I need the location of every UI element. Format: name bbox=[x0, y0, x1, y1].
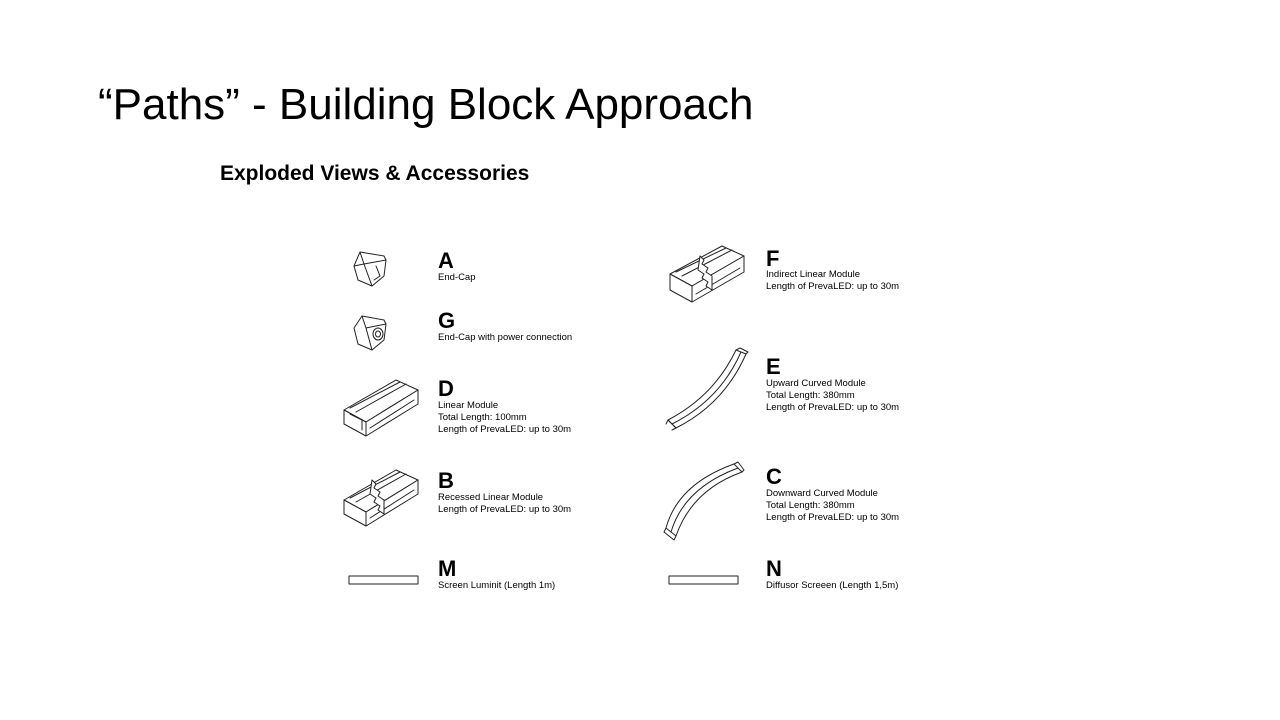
item-letter: A bbox=[438, 248, 454, 273]
item-letter: B bbox=[438, 468, 454, 493]
description-line: Linear Module bbox=[438, 400, 499, 411]
description-line: Length of PrevaLED: up to 30m bbox=[766, 281, 900, 292]
description-line: End-Cap bbox=[438, 272, 476, 283]
item-letter: N bbox=[766, 556, 782, 581]
item-letter: D bbox=[438, 376, 454, 401]
downward-curved-module-icon bbox=[662, 456, 752, 542]
description-line: Indirect Linear Module bbox=[766, 269, 860, 280]
description-line: Upward Curved Module bbox=[766, 378, 866, 389]
end-cap-power-connection-icon bbox=[350, 308, 392, 354]
item-description bbox=[438, 580, 555, 592]
description-line: Length of PrevaLED: up to 30m bbox=[766, 512, 900, 523]
description-line: Total Length: 380mm bbox=[766, 390, 855, 401]
diffusor-screen-icon bbox=[668, 556, 740, 586]
description-line: Recessed Linear Module bbox=[438, 492, 544, 503]
slide-title: “Paths” - Building Block Approach bbox=[98, 80, 754, 129]
item-description bbox=[766, 269, 899, 293]
indirect-linear-module-icon bbox=[666, 244, 750, 308]
item-description bbox=[766, 378, 899, 414]
recessed-linear-module-icon bbox=[340, 466, 424, 530]
description-line: Length of PrevaLED: up to 30m bbox=[438, 504, 572, 515]
description-line: Length of PrevaLED: up to 30m bbox=[766, 402, 900, 413]
linear-module-icon bbox=[340, 376, 424, 438]
description-line: Screen Luminit (Length 1m) bbox=[438, 580, 556, 591]
end-cap-icon bbox=[350, 246, 392, 290]
item-description bbox=[438, 272, 476, 284]
item-description bbox=[766, 488, 899, 524]
item-description bbox=[438, 492, 571, 516]
description-line: Total Length: 100mm bbox=[438, 412, 527, 423]
item-letter: E bbox=[766, 354, 781, 379]
screen-luminit-icon bbox=[348, 556, 420, 586]
description-line: Downward Curved Module bbox=[766, 488, 878, 499]
description-line: End-Cap with power connection bbox=[438, 332, 573, 343]
description-line: Diffusor Screeen (Length 1,5m) bbox=[766, 580, 899, 591]
item-letter: G bbox=[438, 308, 456, 333]
item-letter: F bbox=[766, 246, 780, 271]
item-letter: M bbox=[438, 556, 457, 581]
item-letter: C bbox=[766, 464, 782, 489]
upward-curved-module-icon bbox=[662, 346, 752, 430]
description-line: Length of PrevaLED: up to 30m bbox=[438, 424, 572, 435]
item-description bbox=[438, 332, 572, 344]
description-line: Total Length: 380mm bbox=[766, 500, 855, 511]
slide-subtitle: Exploded Views & Accessories bbox=[220, 162, 530, 185]
item-description bbox=[766, 580, 898, 592]
item-description bbox=[438, 400, 571, 436]
